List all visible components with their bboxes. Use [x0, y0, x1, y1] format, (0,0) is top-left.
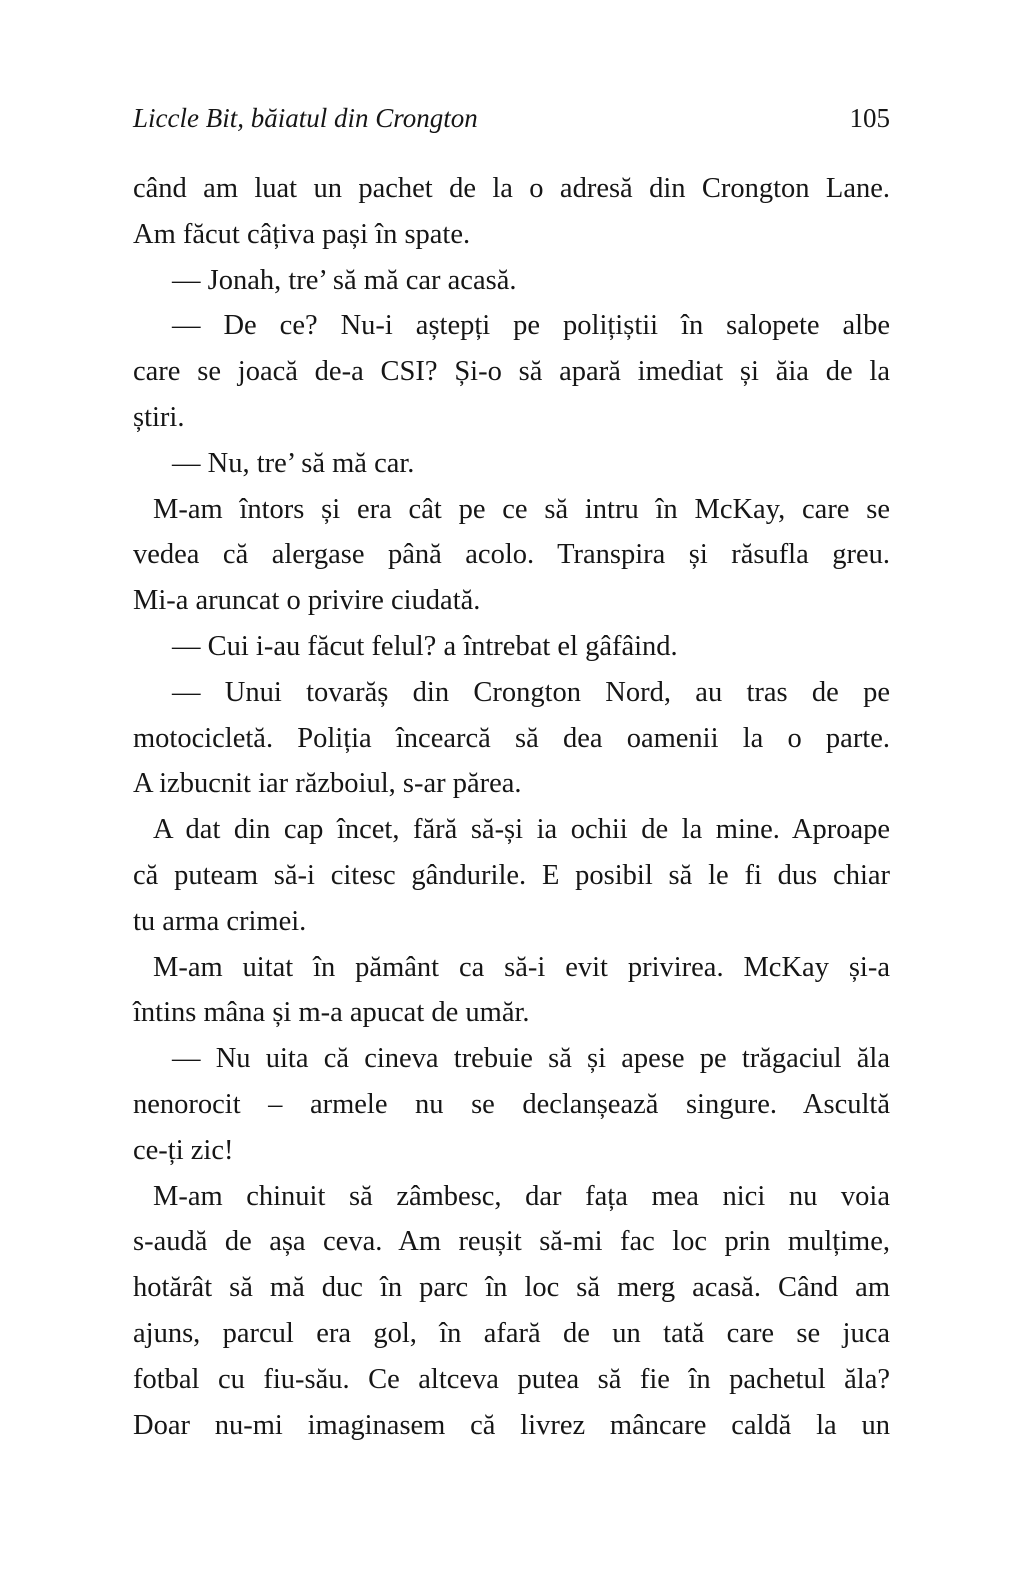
- text-line: s-audă de așa ceva. Am reușit să-mi fac loc prin mulțime,: [133, 1226, 890, 1258]
- text-line: când am luat un pachet de la o adresă din Crongton Lane.: [133, 173, 890, 204]
- text-line: știri.: [133, 401, 185, 433]
- running-title: Liccle Bit, băiatul din Crongton: [133, 103, 478, 133]
- text-line: — De ce? Nu-i aștepți pe polițiștii în salopete albe: [172, 310, 890, 342]
- text-line: Doar nu-mi imaginasem că livrez mâncare caldă la un: [133, 1409, 890, 1441]
- text-line: — Nu uita că cineva trebuie să și apese pe trăgaciul ăla: [172, 1043, 890, 1075]
- text-line: M-am întors și era cât pe ce să intru în McKay, care se: [153, 493, 890, 525]
- text-line: Mi-a aruncat o privire ciudată.: [133, 585, 481, 617]
- text-line: — Nu, tre’ să mă car.: [172, 447, 415, 479]
- text-line: ajuns, parcul era gol, în afară de un tată care se juca: [133, 1317, 890, 1349]
- page-number: 105: [849, 103, 890, 133]
- text-line: ce-ți zic!: [133, 1134, 234, 1166]
- text-line: Am făcut câțiva pași în spate.: [133, 218, 471, 250]
- page-header: [133, 103, 890, 134]
- text-line: hotărât să mă duc în parc în loc să merg acasă. Când am: [133, 1272, 890, 1304]
- text-line: că puteam să-i citesc gândurile. E posibil să le fi dus chiar: [133, 859, 890, 891]
- text-line: — Unui tovarăș din Crongton Nord, au tras de pe: [172, 676, 890, 708]
- text-line: nenorocit – armele nu se declanșează singure. Ascultă: [133, 1088, 890, 1120]
- text-line: fotbal cu fiu-său. Ce altceva putea să fie în pachetul ăla?: [133, 1363, 890, 1395]
- text-line: — Jonah, tre’ să mă car acasă.: [172, 264, 517, 296]
- page-body: [133, 166, 890, 1448]
- text-line: A izbucnit iar războiul, s-ar părea.: [133, 768, 522, 800]
- text-line: care se joacă de-a CSI? Și-o să apară imediat și ăia de la: [133, 356, 890, 388]
- text-line: vedea că alergase până acolo. Transpira și răsufla greu.: [133, 539, 890, 571]
- text-line: — Cui i-au făcut felul? a întrebat el gâfâind.: [172, 630, 678, 662]
- text-line: A dat din cap încet, fără să-și ia ochii de la mine. Aproape: [153, 814, 890, 846]
- text-line: întins mâna și m-a apucat de umăr.: [133, 997, 530, 1029]
- text-line: motocicletă. Poliția încearcă să dea oamenii la o parte.: [133, 722, 890, 754]
- text-line: M-am chinuit să zâmbesc, dar fața mea nici nu voia: [153, 1180, 890, 1212]
- text-line: tu arma crimei.: [133, 905, 307, 937]
- text-line: M-am uitat în pământ ca să-i evit privirea. McKay și-a: [153, 951, 890, 983]
